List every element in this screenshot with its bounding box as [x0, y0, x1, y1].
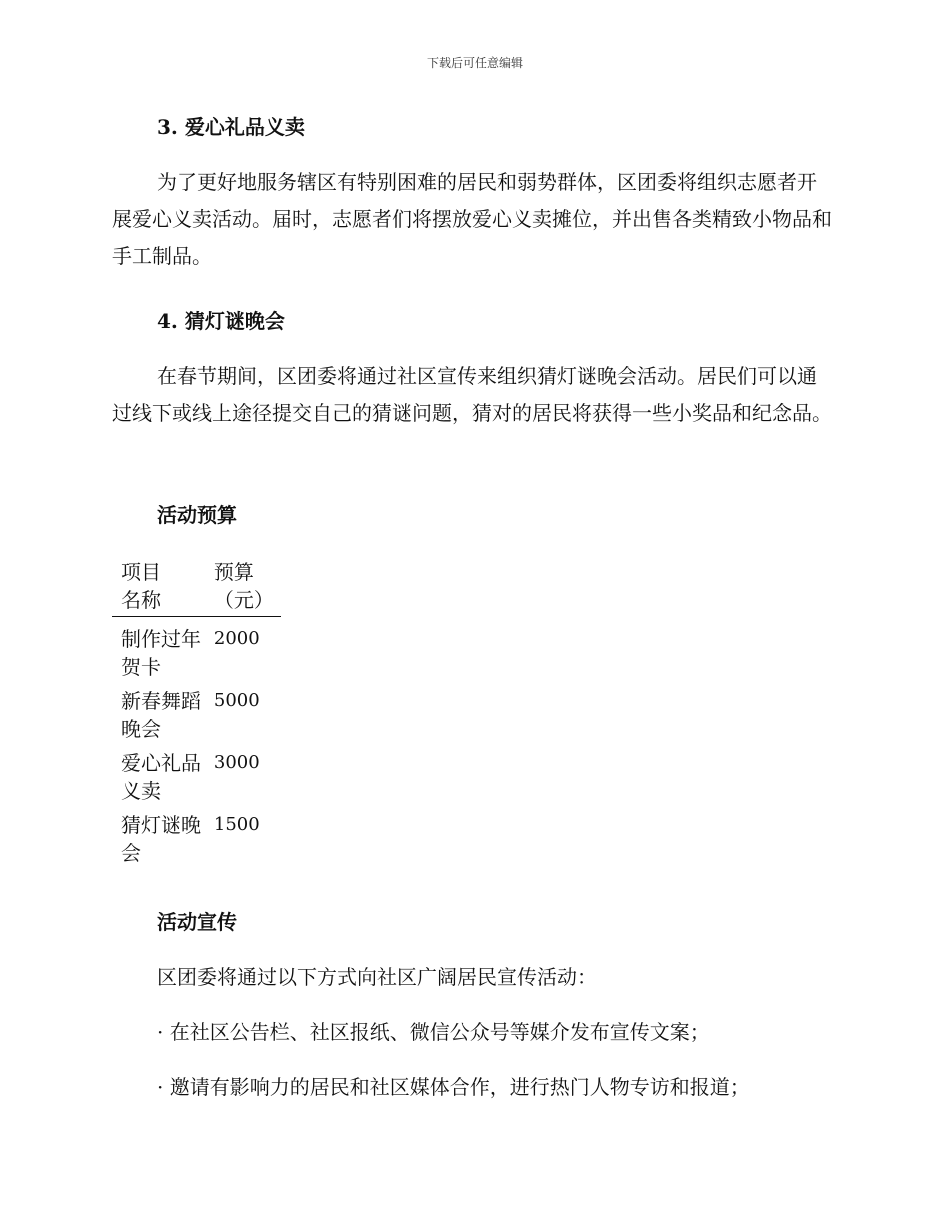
table-cell-name: 猜灯谜晚会 [121, 813, 201, 865]
table-cell-value: 5000 [213, 690, 260, 711]
table-row [112, 617, 281, 682]
section-heading-budget: 活动预算 [157, 503, 237, 527]
table-row [112, 805, 281, 867]
table-cell-value: 2000 [213, 628, 260, 649]
table-row [112, 743, 281, 805]
table-row [112, 681, 281, 743]
paragraph-charity-sale: 为了更好地服务辖区有特别困难的居民和弱势群体，区团委将组织志愿者开展爱心义卖活动。届时，志愿者们将摆放爱心义卖摊位，并出售各类精致小物品和手工制品。 [112, 170, 832, 268]
column-header-budget: 预算（元） [213, 560, 274, 612]
table-cell-name: 爱心礼品义卖 [121, 751, 201, 803]
section-heading-lantern-riddles: 4. 猜灯谜晚会 [157, 309, 285, 333]
table-cell-name: 新春舞蹈晚会 [121, 689, 201, 741]
promotion-bullet: · 邀请有影响力的居民和社区媒体合作，进行热门人物专访和报道； [157, 1075, 750, 1099]
section-heading-charity-sale: 3. 爱心礼品义卖 [157, 115, 305, 139]
table-cell-name: 制作过年贺卡 [121, 627, 201, 679]
promotion-bullet: · 在社区公告栏、社区报纸、微信公众号等媒介发布宣传文案； [157, 1020, 710, 1044]
column-header-item-name: 项目名称 [121, 560, 161, 612]
budget-table [112, 558, 281, 867]
section-heading-promotion: 活动宣传 [157, 910, 237, 934]
table-cell-value: 3000 [213, 752, 260, 773]
table-cell-value: 1500 [213, 814, 260, 835]
table-header-row [112, 558, 281, 617]
paragraph-lantern-riddles: 在春节期间，区团委将通过社区宣传来组织猜灯谜晚会活动。居民们可以通过线下或线上途径提交自己的猜谜问题，猜对的居民将获得一些小奖品和纪念品。 [112, 364, 832, 425]
page-header: 下载后可任意编辑 [426, 56, 523, 70]
promotion-intro: 区团委将通过以下方式向社区广阔居民宣传活动： [157, 965, 597, 989]
